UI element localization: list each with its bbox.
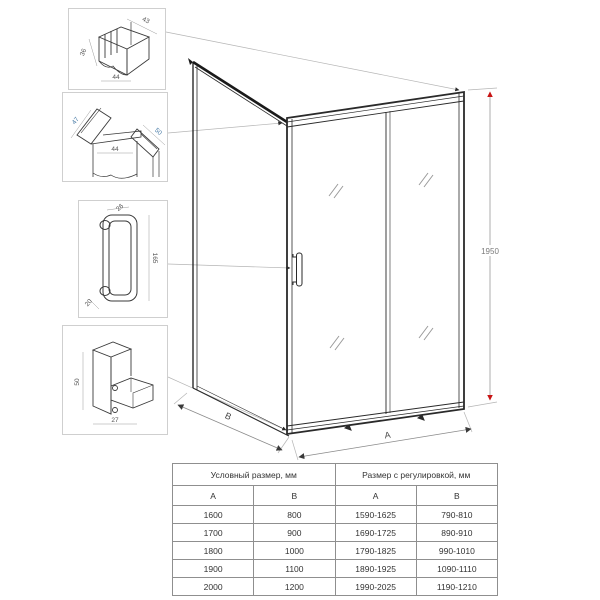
height-dimension-label: 1950 — [481, 247, 499, 256]
cell-b-adj: 990-1010 — [416, 542, 497, 560]
detail-wall-profile — [62, 92, 168, 182]
col-header: B — [254, 486, 335, 506]
cell-a-adj: 1890-1925 — [335, 560, 416, 578]
table-row — [173, 560, 498, 578]
cell-b: 1000 — [254, 542, 335, 560]
cell-a: 1900 — [173, 560, 254, 578]
handle-dim-bottom: 20 — [83, 298, 94, 309]
wall-profile-sketch — [63, 93, 167, 181]
cell-a-adj: 1790-1825 — [335, 542, 416, 560]
table-group-header-row — [173, 464, 498, 486]
cell-b: 800 — [254, 506, 335, 524]
front-door-frame — [287, 92, 464, 434]
detail-bottom-rail — [62, 325, 168, 435]
col-header: B — [416, 486, 497, 506]
cell-a: 1700 — [173, 524, 254, 542]
cell-a-adj: 1990-2025 — [335, 578, 416, 596]
size-table — [172, 463, 498, 596]
height-dimension — [468, 88, 503, 407]
leader-lines — [166, 32, 459, 430]
corner-profile-dim-top: 43 — [140, 15, 151, 26]
cell-b-adj: 790-810 — [416, 506, 497, 524]
cell-a: 1600 — [173, 506, 254, 524]
cell-b-adj: 1190-1210 — [416, 578, 497, 596]
col-header: A — [335, 486, 416, 506]
handle-dim-right: 165 — [151, 252, 158, 264]
cell-a-adj: 1590-1625 — [335, 506, 416, 524]
bottom-rail-dim-bottom: 27 — [111, 417, 119, 424]
depth-dimension-label: B — [223, 410, 234, 423]
glass-reflection-marks — [329, 173, 433, 350]
wall-profile-dim-right: 50 — [152, 126, 164, 137]
width-dimension-label: A — [383, 429, 392, 441]
cell-b-adj: 890-910 — [416, 524, 497, 542]
cell-b: 1100 — [254, 560, 335, 578]
corner-profile-sketch — [69, 9, 165, 89]
cell-a: 2000 — [173, 578, 254, 596]
handle-sketch — [79, 201, 167, 317]
table-subheader-row — [173, 486, 498, 506]
cell-b: 900 — [254, 524, 335, 542]
detail-handle — [78, 200, 168, 318]
handle-dim-top: 26 — [115, 202, 126, 213]
width-dimension — [292, 412, 472, 460]
table-row — [173, 578, 498, 596]
corner-profile-dim-bottom: 44 — [112, 74, 120, 81]
wall-profile-dim-top-left: 47 — [70, 116, 81, 127]
group-header-adjustable: Размер с регулировкой, мм — [335, 464, 498, 486]
table-row — [173, 542, 498, 560]
cell-a-adj: 1690-1725 — [335, 524, 416, 542]
detail-corner-profile — [68, 8, 166, 90]
door-handle — [293, 253, 302, 286]
bottom-rail-dim-left: 50 — [74, 378, 81, 386]
side-glass-panel — [188, 58, 289, 436]
wall-profile-dim-middle: 44 — [111, 146, 119, 153]
cell-b: 1200 — [254, 578, 335, 596]
bottom-rail-sketch — [63, 326, 167, 434]
corner-profile-dim-left: 36 — [79, 47, 89, 58]
group-header-nominal: Условный размер, мм — [173, 464, 336, 486]
table-row — [173, 524, 498, 542]
col-header: A — [173, 486, 254, 506]
cell-a: 1800 — [173, 542, 254, 560]
cell-b-adj: 1090-1110 — [416, 560, 497, 578]
table-row — [173, 506, 498, 524]
